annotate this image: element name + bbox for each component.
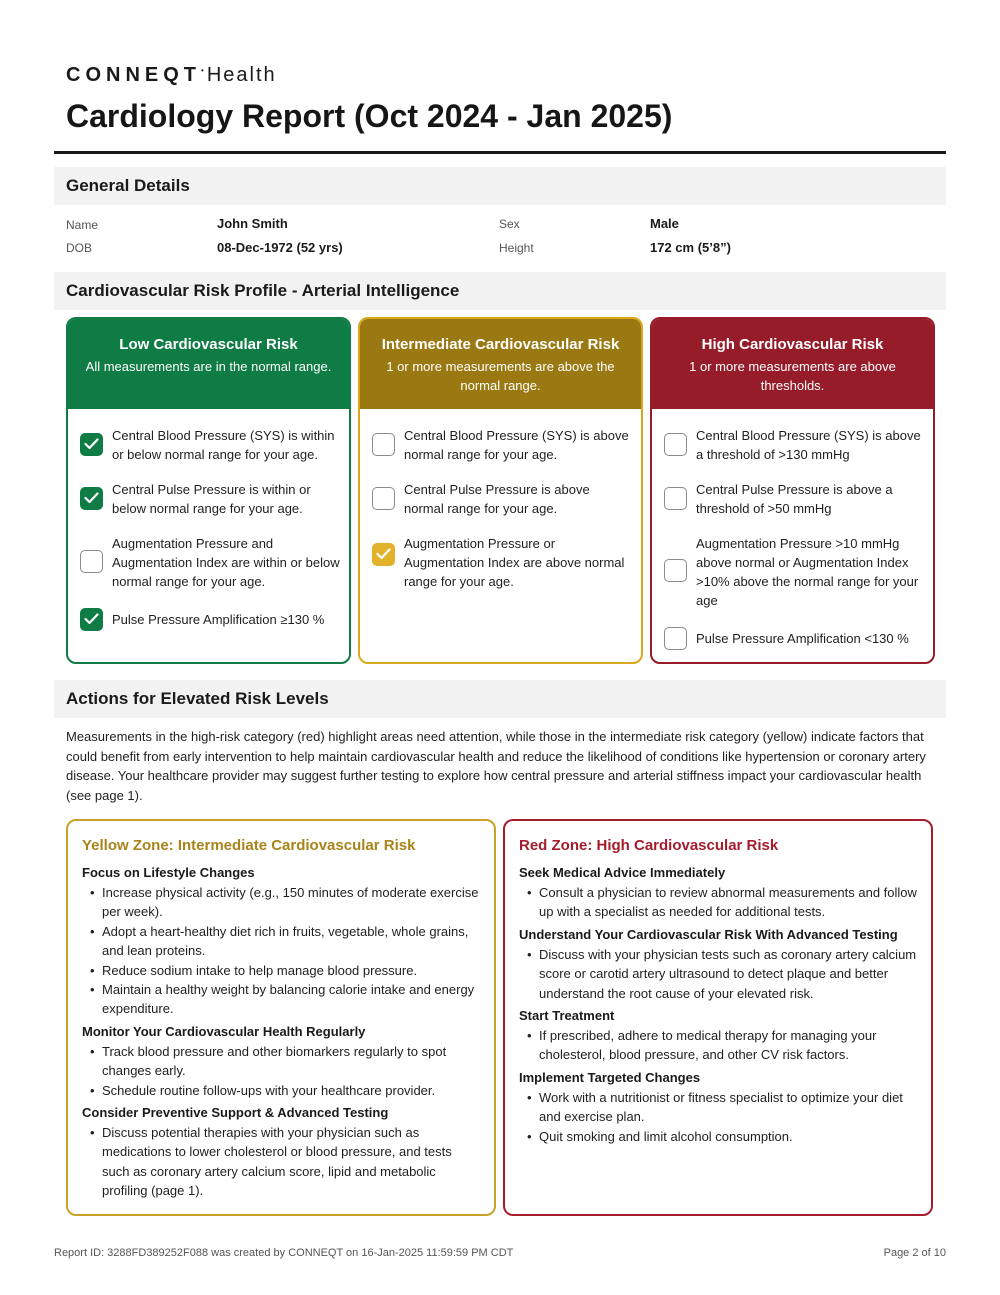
zone-subheading: Focus on Lifestyle Changes — [82, 865, 255, 880]
high-risk-card — [650, 317, 935, 664]
risk-item-text: Central Blood Pressure (SYS) is within or below normal range for your age. — [112, 428, 335, 462]
list-item: • Maintain a healthy weight by balancing calorie intake and energy expenditure. — [82, 980, 480, 1019]
actions-intro: Measurements in the high-risk category (red) highlight areas need attention, while those in the intermediate risk category (yellow) indicate factors that could benefit from early intervention to help maintain cardiovascular health and reduce the likelihood of conditions like hypertension or coronary artery disease. Your healthcare provider may suggest further testing to explore how central pressure and arterial stiffness impact your cardiovascular health (see page 1). — [66, 729, 926, 803]
report-id-footer: Report ID: 3288FD389252F088 was created by CONNEQT on 16-Jan-2025 11:59:59 PM CDT — [54, 1247, 514, 1259]
low-risk-card — [66, 317, 351, 664]
unchecked-checkbox-icon — [664, 487, 687, 510]
unchecked-checkbox-icon — [664, 559, 687, 582]
name-label: Name — [66, 218, 99, 232]
low-risk-header — [68, 319, 349, 409]
risk-item — [664, 629, 925, 648]
zone-subheading: Start Treatment — [519, 1008, 615, 1024]
red-zone-card — [503, 819, 933, 1216]
list-item: • Work with a nutritionist or fitness specialist to optimize your diet and exercise plan. — [519, 1088, 917, 1127]
zone-subheading: Understand Your Cardiovascular Risk With Advanced Testing — [519, 926, 898, 942]
brand-logo — [66, 64, 277, 87]
list-item: • Track blood pressure and other biomarkers regularly to spot changes early. — [82, 1042, 480, 1081]
risk-profile-heading: Cardiovascular Risk Profile - Arterial Intelligence — [54, 272, 946, 310]
zone-list — [82, 883, 480, 1019]
checked-checkbox-icon — [80, 487, 103, 510]
risk-item — [80, 480, 341, 518]
zone-subheading: Seek Medical Advice Immediately — [519, 865, 726, 880]
list-item: • Consult a physician to review abnormal measurements and follow up with a specialist as needed for additional tests. — [519, 883, 917, 922]
list-item: • Quit smoking and limit alcohol consumption. — [519, 1127, 917, 1146]
dob-label: DOB — [66, 241, 93, 255]
zone-subheading: Implement Targeted Changes — [519, 1069, 701, 1085]
list-item: • Discuss potential therapies with your physician such as medications to lower cholesterol or blood pressure, and tests such as coronary artery calcium score, lipid and metabolic profiling (page 1). — [82, 1123, 480, 1201]
name-value: John Smith — [217, 216, 288, 231]
unchecked-checkbox-icon — [664, 433, 687, 456]
risk-item — [80, 534, 341, 591]
list-item: • Increase physical activity (e.g., 150 minutes of moderate exercise per week). — [82, 883, 480, 922]
risk-item-text: Augmentation Pressure and Augmentation Index are within or below normal range for your age. — [112, 536, 340, 589]
risk-item-text: Pulse Pressure Amplification <130 % — [696, 631, 909, 646]
risk-item-text: Central Blood Pressure (SYS) is above normal range for your age. — [404, 428, 629, 462]
zone-subheading: Consider Preventive Support & Advanced Testing — [82, 1105, 389, 1121]
intermediate-risk-subtitle: 1 or more measurements are above the normal range. — [386, 359, 615, 393]
unchecked-checkbox-icon — [372, 433, 395, 456]
risk-item-text: Central Pulse Pressure is above normal range for your age. — [404, 482, 590, 516]
risk-item-text: Pulse Pressure Amplification ≥130 % — [112, 612, 325, 627]
yellow-zone-card — [66, 819, 496, 1216]
zone-list — [82, 1042, 480, 1100]
low-risk-subtitle: All measurements are in the normal range. — [85, 359, 332, 374]
yellow-zone-title: Yellow Zone: Intermediate Cardiovascular Risk — [82, 837, 416, 854]
risk-item-text: Central Pulse Pressure is within or below normal range for your age. — [112, 482, 311, 516]
height-label: Height — [499, 241, 534, 255]
red-zone-title: Red Zone: High Cardiovascular Risk — [519, 837, 779, 854]
zone-subheading: Monitor Your Cardiovascular Health Regularly — [82, 1023, 366, 1039]
checked-checkbox-icon — [80, 433, 103, 456]
zone-list — [519, 1088, 917, 1146]
risk-item-text: Augmentation Pressure >10 mmHg above normal or Augmentation Index >10% above the normal range for your age — [696, 536, 919, 608]
unchecked-checkbox-icon — [80, 550, 103, 573]
risk-item — [664, 480, 925, 518]
actions-heading: Actions for Elevated Risk Levels — [54, 680, 946, 718]
brand-suffix: Health — [206, 64, 277, 86]
risk-item — [80, 426, 341, 464]
list-item: • Discuss with your physician tests such as coronary artery calcium score or carotid artery ultrasound to detect plaque and better understand the root cause of your elevated risk. — [519, 945, 917, 1003]
registered-mark: • — [201, 66, 204, 75]
high-risk-title: High Cardiovascular Risk — [701, 336, 884, 353]
risk-item — [664, 426, 925, 464]
height-value: 172 cm (5’8”) — [650, 240, 731, 255]
zone-list — [519, 945, 917, 1003]
list-item: • Adopt a heart-healthy diet rich in fruits, vegetable, whole grains, and lean proteins. — [82, 922, 480, 961]
checked-checkbox-icon — [80, 608, 103, 631]
risk-item — [372, 426, 633, 464]
risk-item-text: Augmentation Pressure or Augmentation Index are above normal range for your age. — [404, 536, 625, 589]
high-risk-header — [652, 319, 933, 409]
zone-list — [519, 1026, 917, 1065]
zone-list — [82, 1123, 480, 1201]
general-details-heading: General Details — [54, 167, 946, 205]
risk-item — [372, 480, 633, 518]
page-title: Cardiology Report (Oct 2024 - Jan 2025) — [66, 98, 673, 134]
list-item: • Schedule routine follow-ups with your healthcare provider. — [82, 1081, 480, 1100]
list-item: • If prescribed, adhere to medical therapy for managing your cholesterol, blood pressure, and other CV risk factors. — [519, 1026, 917, 1065]
title-divider — [54, 151, 946, 154]
risk-item-text: Central Blood Pressure (SYS) is above a threshold of >130 mmHg — [696, 428, 921, 462]
sex-value: Male — [650, 216, 679, 231]
low-risk-title: Low Cardiovascular Risk — [119, 336, 298, 353]
intermediate-risk-title: Intermediate Cardiovascular Risk — [381, 336, 620, 353]
high-risk-subtitle: 1 or more measurements are above thresholds. — [689, 359, 896, 393]
list-item: • Reduce sodium intake to help manage blood pressure. — [82, 961, 480, 980]
checked-checkbox-icon — [372, 543, 395, 566]
page-number: Page 2 of 10 — [883, 1247, 946, 1259]
intermediate-risk-header — [360, 319, 641, 409]
unchecked-checkbox-icon — [372, 487, 395, 510]
risk-item — [372, 534, 633, 591]
brand-name: CONNEQT — [66, 64, 201, 86]
risk-item — [664, 534, 925, 610]
zone-list — [519, 883, 917, 922]
risk-item-text: Central Pulse Pressure is above a threshold of >50 mmHg — [696, 482, 893, 516]
risk-item — [80, 610, 341, 629]
unchecked-checkbox-icon — [664, 627, 687, 650]
intermediate-risk-card — [358, 317, 643, 664]
sex-label: Sex — [499, 217, 520, 231]
dob-value: 08-Dec-1972 (52 yrs) — [217, 240, 343, 255]
